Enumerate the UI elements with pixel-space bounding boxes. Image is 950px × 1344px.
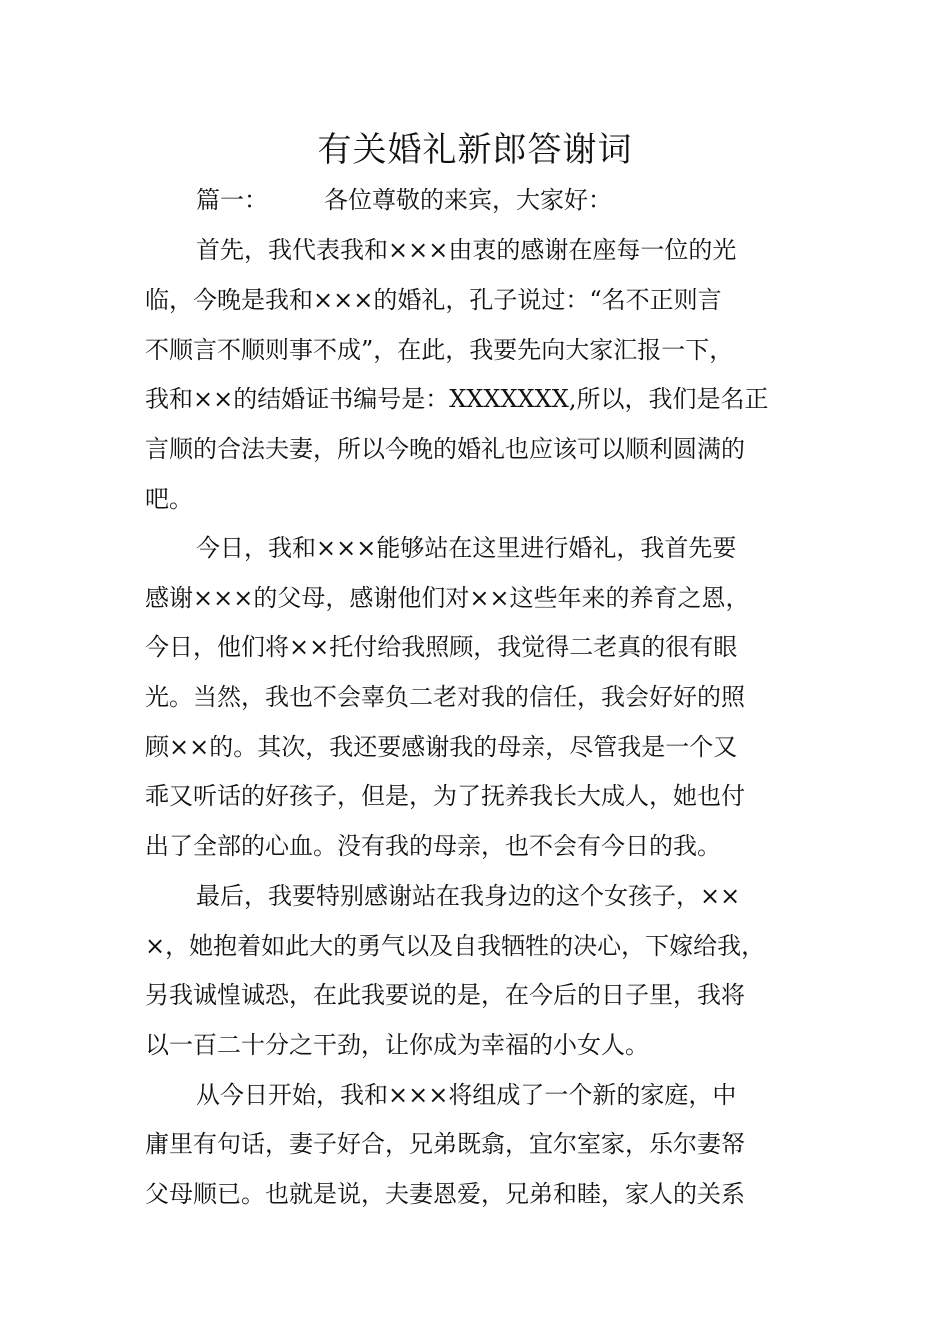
greeting-text: 各位尊敬的来宾，大家好：: [324, 186, 612, 214]
body-line: 今日，我和×××能够站在这里进行婚礼，我首先要: [196, 534, 737, 562]
body-line: 父母顺已。也就是说，夫妻恩爱，兄弟和睦，家人的关系: [145, 1180, 745, 1208]
intro-line: [196, 183, 612, 217]
body-line: 我和××的结婚证书编号是：XXXXXXX,所以，我们是名正: [145, 385, 769, 413]
body-line: 首先，我代表我和×××由衷的感谢在座每一位的光: [196, 236, 737, 264]
body-line: ×，她抱着如此大的勇气以及自我牺牲的决心，下嫁给我，: [145, 932, 766, 960]
document-title: 有关婚礼新郎答谢词: [317, 130, 633, 170]
section-label: 篇一：: [196, 186, 268, 214]
body-line: 以一百二十分之干劲，让你成为幸福的小女人。: [145, 1031, 649, 1059]
body-line: 另我诚惶诚恐，在此我要说的是，在今后的日子里，我将: [145, 981, 745, 1009]
body-line: 今日，他们将××托付给我照顾，我觉得二老真的很有眼: [145, 633, 738, 661]
body-line: 庸里有句话，妻子好合，兄弟既翕，宜尔室家，乐尔妻帑: [145, 1130, 745, 1158]
body-line: 吧。: [145, 485, 193, 513]
body-line: 顾××的。其次，我还要感谢我的母亲，尽管我是一个又: [145, 733, 738, 761]
body-line: 感谢×××的父母，感谢他们对××这些年来的养育之恩，: [145, 584, 750, 612]
body-line: 出了全部的心血。没有我的母亲，也不会有今日的我。: [145, 832, 721, 860]
body-line: 从今日开始，我和×××将组成了一个新的家庭，中: [196, 1081, 737, 1109]
body-line: 乖又听话的好孩子，但是，为了抚养我长大成人，她也付: [145, 782, 745, 810]
body-line: 最后，我要特别感谢站在我身边的这个女孩子，××: [196, 882, 741, 910]
body-line: 不顺言不顺则事不成”，在此，我要先向大家汇报一下，: [145, 336, 734, 364]
body-line: 言顺的合法夫妻，所以今晚的婚礼也应该可以顺利圆满的: [145, 435, 745, 463]
body-line: 临，今晚是我和×××的婚礼，孔子说过：“名不正则言: [145, 286, 722, 314]
body-line: 光。当然，我也不会辜负二老对我的信任，我会好好的照: [145, 683, 745, 711]
